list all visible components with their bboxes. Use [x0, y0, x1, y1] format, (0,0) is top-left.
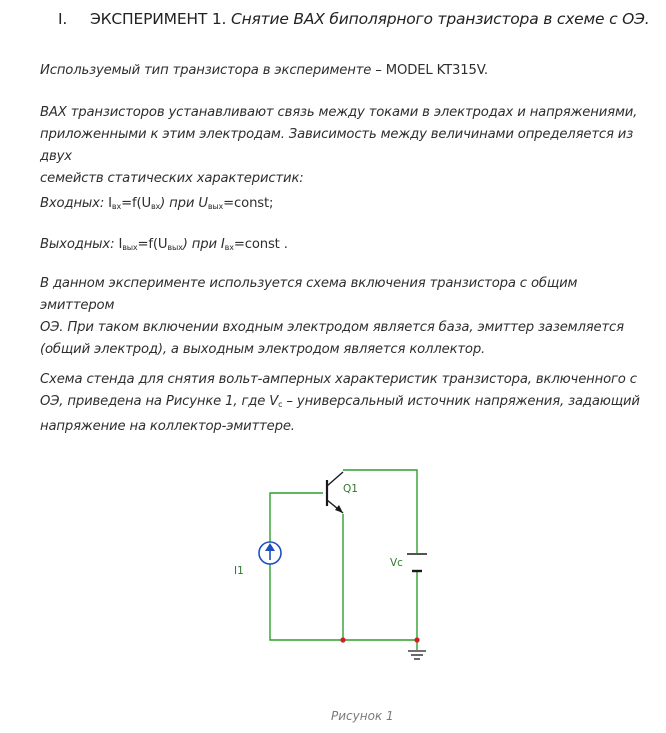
input-u-sub: вх — [150, 202, 161, 211]
output-mid: ) при I — [182, 237, 225, 252]
input-i-sub: вх — [111, 202, 122, 211]
input-eq: =f(U — [121, 196, 151, 211]
input-i: I — [108, 196, 112, 211]
junction-node-ground — [414, 637, 419, 642]
transistor-label: Q1 — [343, 483, 358, 495]
vac-line-3: семейств статических характеристик: — [40, 171, 304, 186]
scheme-line-3: (общий электрод), а выходным электродом является коллектор. — [40, 342, 486, 357]
voltage-source-label: Vc — [390, 557, 403, 569]
output-end: =const . — [233, 237, 288, 252]
output-label: Выходных: — [40, 237, 119, 252]
ground-icon — [408, 651, 426, 659]
figure-reference[interactable]: Рисунке 1 — [165, 394, 234, 409]
heading-caps: ЭКСПЕРИМЕНТ 1. — [90, 10, 227, 28]
input-u2-sub: вых — [207, 202, 224, 211]
vac-line-1: ВАХ транзисторов устанавливают связь между токами в электродах и напряжениями, — [40, 105, 638, 120]
input-mid: ) при U — [160, 196, 208, 211]
stand-line-2a: ОЭ, приведена на — [40, 394, 166, 409]
transistor-q1 — [327, 472, 343, 513]
model-prefix: Используемый тип транзистора в эксперименте – — [40, 63, 386, 78]
input-label: Входных: — [40, 196, 109, 211]
transistor-collector-lead — [327, 472, 343, 486]
output-i: I — [118, 237, 123, 252]
stand-line-1: Схема стенда для снятия вольт-амперных характеристик транзистора, включенного с — [40, 372, 637, 387]
stand-line-2c: – универсальный источник напряжения, задающий — [282, 394, 640, 409]
current-source-label: I1 — [234, 565, 244, 577]
scheme-line-1: В данном эксперименте используется схема включения транзистора с общим эмиттером — [40, 276, 578, 313]
section-number: I. — [58, 10, 68, 28]
figure-caption: Рисунок 1 — [331, 709, 394, 723]
output-u-sub: вых — [167, 243, 183, 252]
scheme-line-2: ОЭ. При таком включении входным электродом является база, эмиттер заземляется — [40, 320, 624, 335]
heading-title: Снятие ВАХ биполярного транзистора в схеме с ОЭ. — [230, 10, 650, 28]
voltage-source-vc — [407, 554, 427, 571]
input-end: =const; — [223, 196, 274, 211]
current-source-i1 — [259, 542, 281, 564]
stand-line-3: напряжение на коллектор-эмиттере. — [40, 419, 295, 434]
junction-node-emitter — [340, 637, 345, 642]
stand-line-2b: , где V — [233, 394, 279, 409]
stand-vc-sub: c — [278, 400, 283, 409]
output-i2-sub: вх — [224, 243, 234, 252]
emitter-arrow-icon — [335, 505, 343, 513]
vac-line-2: приложенными к этим электродам. Зависимость между величинами определяется из двух — [40, 127, 634, 164]
transistor-model: MODEL KT315V. — [385, 63, 488, 78]
wire-supply — [343, 572, 417, 640]
output-eq: =f(U — [137, 237, 168, 252]
output-i-sub: вых — [122, 243, 138, 252]
wire-base-loop — [270, 493, 343, 640]
